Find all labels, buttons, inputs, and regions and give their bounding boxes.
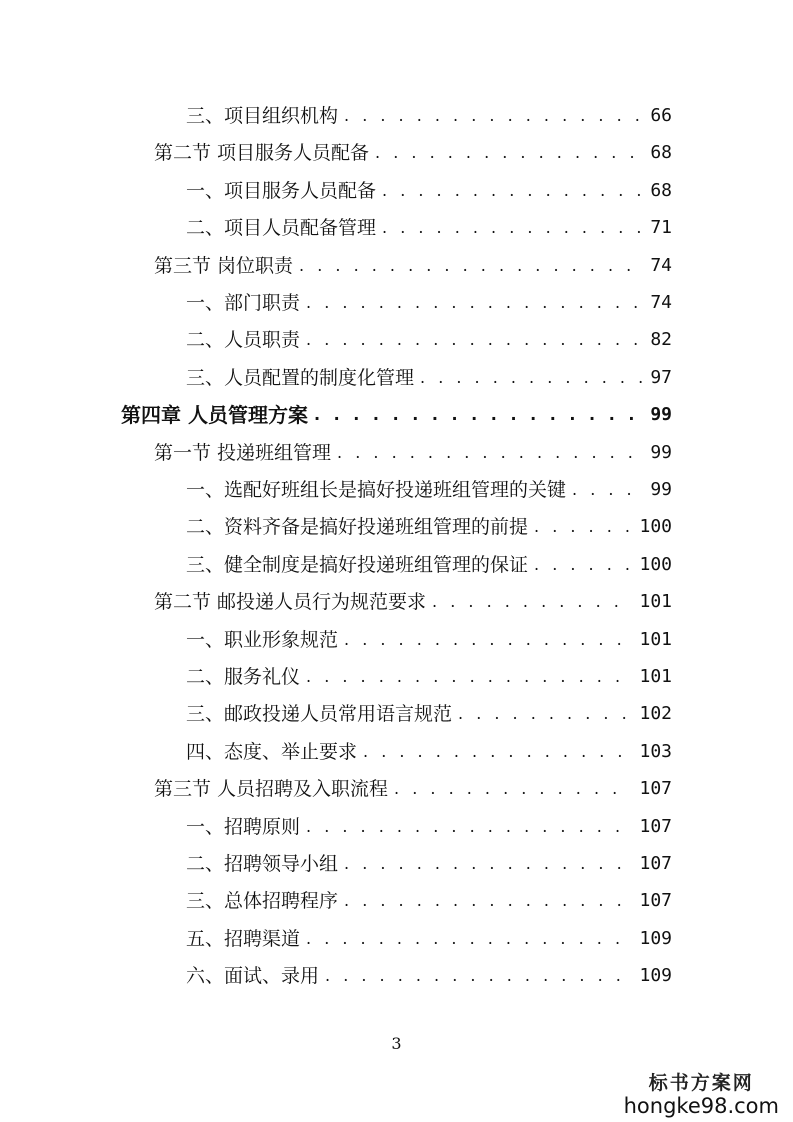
toc-dot-leader (363, 734, 631, 770)
toc-dot-leader (306, 285, 642, 321)
page-number: 3 (391, 1034, 402, 1053)
toc-dot-leader (420, 360, 642, 396)
toc-dot-leader (534, 547, 631, 583)
toc-entry-title: 四、态度、举止要求 (186, 740, 358, 763)
toc-subsection-entry[interactable] (186, 809, 672, 845)
toc-entry-title: 三、人员配置的制度化管理 (186, 366, 415, 389)
toc-entry-title: 五、招聘渠道 (186, 927, 301, 950)
toc-subsection-entry[interactable] (186, 509, 672, 545)
watermark-title: 标书方案网 (648, 1072, 754, 1094)
toc-entry-page: 107 (639, 890, 672, 912)
toc-entry-page: 107 (639, 778, 672, 800)
toc-subsection-entry[interactable] (186, 622, 672, 658)
toc-entry-title: 一、招聘原则 (186, 815, 301, 838)
toc-dot-leader (382, 210, 642, 246)
toc-subsection-entry[interactable] (186, 98, 672, 134)
toc-dot-leader (344, 622, 631, 658)
toc-entry-page: 101 (639, 666, 672, 687)
toc-entry-page: 102 (639, 703, 672, 725)
toc-entry-title: 二、人员职责 (186, 329, 301, 352)
toc-entry-title: 三、健全制度是搞好投递班组管理的保证 (186, 553, 529, 576)
toc-entry-page: 74 (650, 292, 672, 313)
toc-subsection-entry[interactable] (186, 734, 672, 770)
toc-dot-leader (325, 958, 631, 994)
toc-section-entry[interactable] (154, 248, 672, 284)
toc-dot-leader (314, 397, 642, 433)
toc-entry-page: 68 (650, 142, 672, 164)
toc-entry-title: 二、服务礼仪 (186, 666, 301, 688)
toc-dot-leader (344, 883, 631, 919)
toc-entry-page: 99 (650, 479, 672, 500)
toc-entry-title: 第四章 人员管理方案 (121, 403, 308, 428)
toc-entry-page: 109 (639, 927, 672, 949)
toc-dot-leader (306, 809, 631, 845)
toc-entry-page: 103 (639, 740, 672, 762)
toc-subsection-entry[interactable] (186, 285, 672, 321)
toc-dot-leader (337, 435, 642, 471)
toc-entry-title: 第二节 项目服务人员配备 (154, 142, 370, 165)
toc-entry-page: 107 (639, 815, 672, 837)
toc-entry-title: 第三节 岗位职责 (154, 254, 294, 277)
toc-entry-page: 100 (639, 516, 672, 538)
toc-entry-page: 101 (639, 628, 672, 650)
toc-subsection-entry[interactable] (186, 360, 672, 396)
toc-dot-leader (375, 135, 642, 171)
toc-entry-title: 二、招聘领导小组 (186, 853, 339, 875)
toc-entry-page: 82 (650, 329, 672, 351)
toc-dot-leader (458, 696, 631, 732)
toc-entry-page: 66 (650, 105, 672, 126)
toc-section-entry[interactable] (154, 135, 672, 171)
toc-dot-leader (344, 98, 642, 134)
toc-section-entry[interactable] (154, 435, 672, 471)
toc-subsection-entry[interactable] (186, 322, 672, 358)
toc-entry-title: 第三节 人员招聘及入职流程 (154, 778, 389, 801)
toc-section-entry[interactable] (154, 771, 672, 807)
toc-subsection-entry[interactable] (186, 547, 672, 583)
toc-dot-leader (306, 322, 642, 358)
toc-dot-leader (572, 472, 642, 508)
toc-entry-page: 99 (650, 441, 672, 463)
toc-subsection-entry[interactable] (186, 958, 672, 994)
toc-subsection-entry[interactable] (186, 173, 672, 209)
toc-entry-title: 二、资料齐备是搞好投递班组管理的前提 (186, 516, 529, 539)
toc-dot-leader (344, 846, 631, 882)
toc-entry-page: 68 (650, 179, 672, 201)
toc-dot-leader (306, 921, 631, 957)
toc-subsection-entry[interactable] (186, 846, 672, 882)
toc-subsection-entry[interactable] (186, 921, 672, 957)
toc-dot-leader (394, 771, 631, 807)
toc-dot-leader (382, 173, 642, 209)
toc-subsection-entry[interactable] (186, 472, 672, 508)
toc-dot-leader (306, 659, 631, 695)
toc-entry-page: 109 (639, 965, 672, 987)
toc-subsection-entry[interactable] (186, 210, 672, 246)
toc-subsection-entry[interactable] (186, 696, 672, 732)
toc-chapter-entry[interactable] (121, 397, 672, 433)
toc-entry-page: 71 (650, 217, 672, 239)
toc-dot-leader (432, 584, 631, 620)
toc-entry-page: 101 (639, 591, 672, 613)
toc-subsection-entry[interactable] (186, 659, 672, 695)
watermark (624, 1068, 779, 1117)
toc-dot-leader (299, 248, 642, 284)
toc-section-entry[interactable] (154, 584, 672, 620)
toc-entry-title: 三、总体招聘程序 (186, 890, 339, 913)
toc-entry-title: 第一节 投递班组管理 (154, 441, 332, 464)
toc-entry-page: 74 (650, 254, 672, 276)
toc-dot-leader (534, 509, 631, 545)
toc-entry-title: 第二节 邮投递人员行为规范要求 (154, 591, 427, 614)
toc-entry-page: 97 (650, 366, 672, 388)
watermark-url: hongke98.com (623, 1094, 779, 1118)
toc-entry-page: 99 (650, 404, 672, 426)
toc-entry-title: 一、职业形象规范 (186, 628, 339, 651)
toc-entry-title: 一、项目服务人员配备 (186, 179, 377, 202)
toc-entry-page: 100 (639, 553, 672, 575)
toc-entry-title: 一、选配好班组长是搞好投递班组管理的关键 (186, 479, 567, 501)
toc-entry-title: 二、项目人员配备管理 (186, 217, 377, 240)
toc-entry-title: 三、项目组织机构 (186, 105, 339, 127)
toc-entry-title: 三、邮政投递人员常用语言规范 (186, 703, 453, 726)
toc-entry-title: 六、面试、录用 (186, 965, 320, 988)
toc-entry-page: 107 (639, 853, 672, 874)
toc-entry-title: 一、部门职责 (186, 292, 301, 314)
toc-subsection-entry[interactable] (186, 883, 672, 919)
